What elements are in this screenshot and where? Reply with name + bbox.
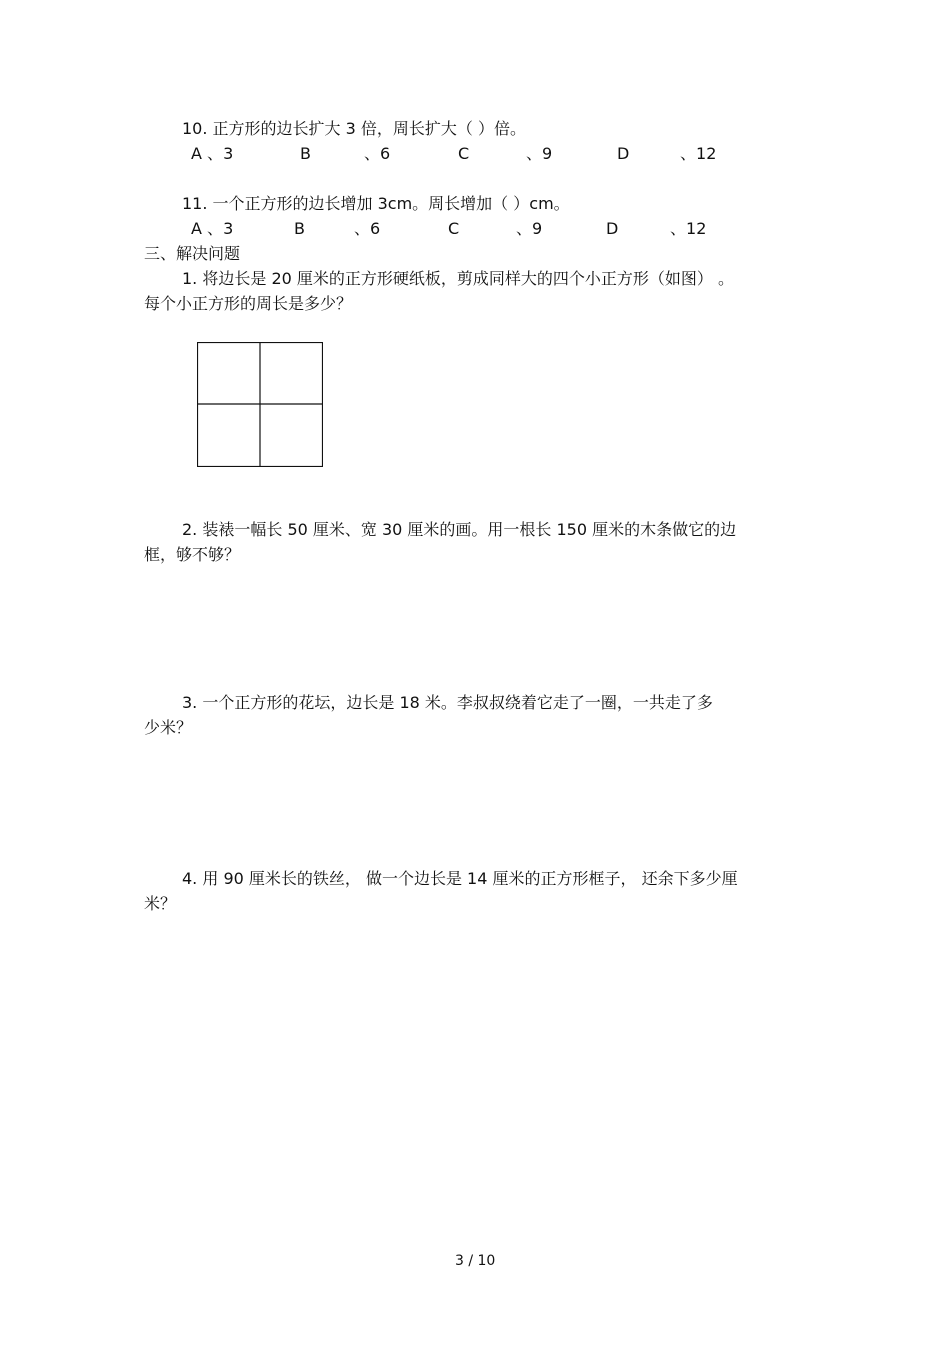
q10-option-c-value: 、9 (526, 144, 553, 163)
q11-option-b[interactable]: B (294, 219, 305, 238)
problem-4-line-2: 米？ (144, 894, 177, 913)
question-10-stem: 10. 正方形的边长扩大 3 倍，周长扩大（ ）倍。 (182, 119, 526, 138)
problem-1-line-1: 1. 将边长是 20 厘米的正方形硬纸板，剪成同样大的四个小正方形（如图） 。 (182, 269, 734, 288)
q11-option-b-value: 、6 (354, 219, 381, 238)
page-number: 3 / 10 (455, 1253, 496, 1269)
problem-2-line-2: 框，够不够？ (144, 545, 241, 564)
problem-1-line-2: 每个小正方形的周长是多少？ (144, 294, 353, 313)
q10-option-d-value: 、12 (680, 144, 717, 163)
problem-3-line-1: 3. 一个正方形的花坛，边长是 18 米。李叔叔绕着它走了一圈，一共走了多 (182, 693, 713, 712)
question-11-stem: 11. 一个正方形的边长增加 3cm。周长增加（ ）cm。 (182, 194, 570, 213)
problem-4-line-1: 4. 用 90 厘米长的铁丝， 做一个边长是 14 厘米的正方形框子， 还余下多少厘 (182, 869, 738, 888)
q11-option-a[interactable]: A 、3 (191, 219, 234, 238)
q11-option-c-value: 、9 (516, 219, 543, 238)
q11-option-d-value: 、12 (670, 219, 707, 238)
problem-2-line-1: 2. 装裱一幅长 50 厘米、宽 30 厘米的画。用一根长 150 厘米的木条做它的边 (182, 520, 737, 539)
section-heading: 三、解决问题 (144, 244, 241, 263)
four-squares-figure (197, 342, 323, 467)
q11-option-c[interactable]: C (448, 219, 460, 238)
problem-3-line-2: 少米？ (144, 718, 193, 737)
q11-option-d[interactable]: D (606, 219, 619, 238)
q10-option-c[interactable]: C (458, 144, 470, 163)
q10-option-b-value: 、6 (364, 144, 391, 163)
q10-option-a[interactable]: A 、3 (191, 144, 234, 163)
q10-option-d[interactable]: D (617, 144, 630, 163)
q10-option-b[interactable]: B (300, 144, 311, 163)
